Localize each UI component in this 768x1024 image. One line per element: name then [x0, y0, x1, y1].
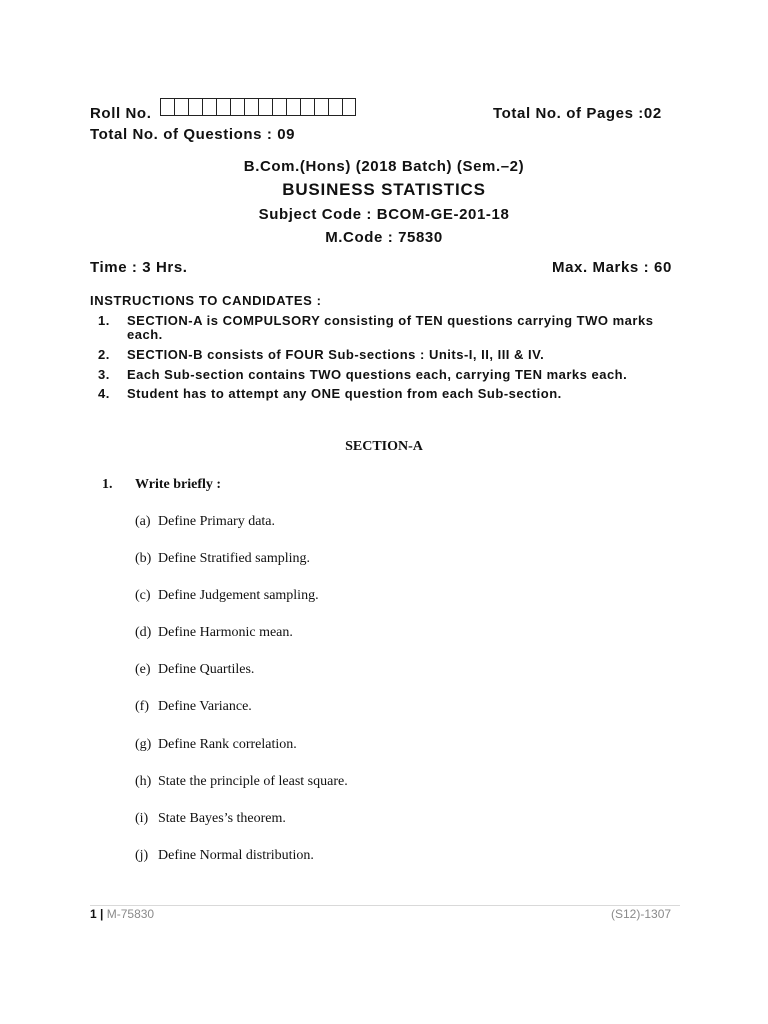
sub-question-text: Define Normal distribution.	[158, 848, 314, 863]
subject-code: Subject Code : BCOM-GE-201-18	[258, 206, 510, 223]
roll-no-box	[286, 98, 300, 116]
sub-question	[135, 625, 293, 641]
roll-no-box	[258, 98, 272, 116]
roll-no-label: Roll No.	[90, 105, 152, 122]
sub-question-label: (c)	[135, 588, 151, 603]
question-number: 1.	[102, 477, 113, 492]
page-number: 1	[90, 907, 97, 921]
footer-left	[90, 907, 154, 921]
sub-question-label: (j)	[135, 848, 149, 863]
sub-question	[135, 551, 310, 567]
instruction-text: SECTION-B consists of FOUR Sub-sections : Units-I, II, III & IV.	[127, 347, 545, 362]
sub-question-label: (b)	[135, 551, 152, 566]
sub-question-label: (f)	[135, 699, 149, 714]
sub-question-text: Define Quartiles.	[158, 662, 255, 677]
footer-separator: |	[100, 907, 104, 921]
sub-question-text: Define Stratified sampling.	[158, 551, 311, 566]
sub-question-text: Define Variance.	[158, 699, 252, 714]
sub-question-text: Define Harmonic mean.	[158, 625, 293, 640]
sub-question	[135, 588, 319, 604]
instructions-heading: INSTRUCTIONS TO CANDIDATES :	[90, 293, 322, 308]
sub-question-label: (i)	[135, 811, 149, 826]
roll-no-box	[160, 98, 174, 116]
time-label: Time : 3 Hrs.	[90, 259, 188, 276]
instruction-text: Student has to attempt any ONE question from each Sub-section.	[127, 386, 562, 401]
instruction-number: 4.	[98, 386, 110, 401]
sub-question-text: Define Judgement sampling.	[158, 588, 319, 603]
sub-question	[135, 514, 275, 530]
sub-question-text: Define Rank correlation.	[158, 737, 297, 752]
roll-no-box	[244, 98, 258, 116]
section-title: SECTION-A	[345, 439, 423, 454]
sub-question	[135, 774, 348, 790]
subject-title: BUSINESS STATISTICS	[282, 180, 486, 199]
sub-question	[135, 737, 297, 753]
roll-no-box	[314, 98, 328, 116]
course-title: B.Com.(Hons) (2018 Batch) (Sem.–2)	[243, 158, 525, 175]
total-pages: Total No. of Pages :02	[493, 105, 662, 122]
instruction-text: Each Sub-section contains TWO questions each, carrying TEN marks each.	[127, 367, 628, 382]
question-title: Write briefly :	[135, 477, 222, 492]
max-marks: Max. Marks : 60	[552, 259, 672, 276]
sub-question-label: (g)	[135, 737, 152, 752]
sub-question-label: (d)	[135, 625, 152, 640]
footer-divider	[90, 905, 680, 906]
roll-no-boxes	[160, 98, 356, 116]
footer-ref: (S12)-1307	[611, 907, 672, 921]
sub-question-text: State Bayes’s theorem.	[158, 811, 286, 826]
sub-question	[135, 811, 286, 827]
sub-question	[135, 699, 252, 715]
sub-question-text: Define Primary data.	[158, 514, 276, 529]
roll-no-box	[272, 98, 286, 116]
roll-no-box	[174, 98, 188, 116]
instruction-text: SECTION-A is COMPULSORY consisting of TEN questions carrying TWO marks each.	[127, 313, 654, 342]
roll-no-box	[328, 98, 342, 116]
sub-question-label: (h)	[135, 774, 152, 789]
sub-question-text: State the principle of least square.	[158, 774, 348, 789]
instruction-number: 3.	[98, 367, 110, 382]
roll-no-box	[230, 98, 244, 116]
footer-code: M-75830	[106, 907, 155, 921]
roll-no-box	[216, 98, 230, 116]
instruction-number: 1.	[98, 313, 110, 328]
roll-no-box	[300, 98, 314, 116]
roll-no-box	[342, 98, 356, 116]
sub-question	[135, 662, 254, 678]
sub-question	[135, 848, 314, 864]
roll-no-box	[202, 98, 216, 116]
roll-no-box	[188, 98, 202, 116]
sub-question-label: (e)	[135, 662, 151, 677]
instruction-number: 2.	[98, 347, 110, 362]
total-questions: Total No. of Questions : 09	[90, 126, 296, 143]
sub-question-label: (a)	[135, 514, 151, 529]
m-code: M.Code : 75830	[325, 229, 443, 246]
